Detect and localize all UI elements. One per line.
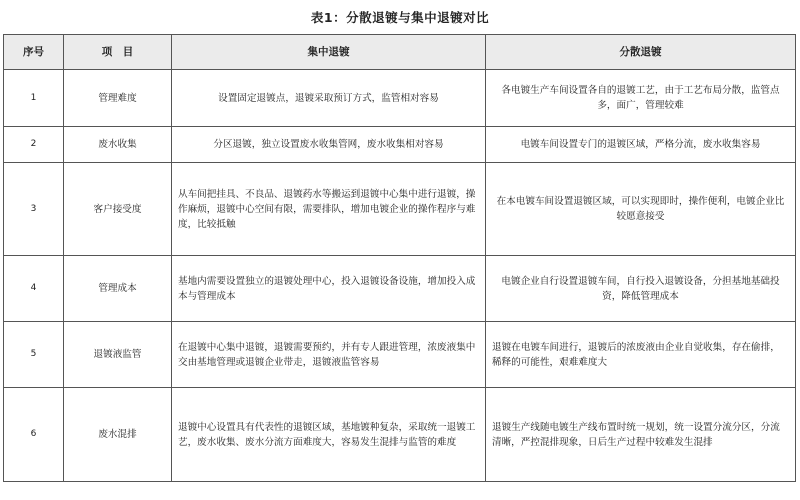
row-num: 1 [4,70,64,127]
row-num: 3 [4,163,64,256]
header-row [4,35,796,70]
row-central: 退镀中心设置具有代表性的退镀区域，基地镀种复杂，采取统一退镀工艺，废水收集、废水分流方面难度大，容易发生混排与监管的难度 [172,388,486,482]
row-distributed: 各电镀生产车间设置各自的退镀工艺，由于工艺布局分散，监管点多，面广，管理较难 [486,70,796,127]
row-central: 从车间把挂具、不良品、退镀药水等搬运到退镀中心集中进行退镀，操作麻烦，退镀中心空间有限，需要排队，增加电镀企业的操作程序与难度，比较抵触 [172,163,486,256]
header-central: 集中退镀 [172,35,486,70]
row-item: 管理成本 [64,256,172,322]
row-distributed: 退镀在电镀车间进行，退镀后的浓废液由企业自觉收集，存在偷排，稀释的可能性，艰难难度大 [486,322,796,388]
row-item: 客户接受度 [64,163,172,256]
row-central: 在退镀中心集中退镀，退镀需要预约，并有专人跟进管理，浓废液集中交由基地管理或退镀企业带走，退镀液监管容易 [172,322,486,388]
row-item: 废水收集 [64,127,172,163]
header-distributed: 分散退镀 [486,35,796,70]
row-num: 6 [4,388,64,482]
row-item: 退镀液监管 [64,322,172,388]
table-row [4,127,796,163]
row-distributed: 电镀车间设置专门的退镀区域，严格分流，废水收集容易 [486,127,796,163]
row-distributed: 电镀企业自行设置退镀车间，自行投入退镀设备，分担基地基础投资，降低管理成本 [486,256,796,322]
row-central: 分区退镀，独立设置废水收集管网，废水收集相对容易 [172,127,486,163]
header-num: 序号 [4,35,64,70]
table-row [4,322,796,388]
row-item: 管理难度 [64,70,172,127]
header-item: 项 目 [64,35,172,70]
row-item: 废水混排 [64,388,172,482]
row-num: 5 [4,322,64,388]
table-row [4,70,796,127]
row-distributed: 在本电镀车间设置退镀区域，可以实现即时，操作便利，电镀企业比较愿意接受 [486,163,796,256]
table-row [4,163,796,256]
table-title: 表1：分散退镀与集中退镀对比 [310,10,490,25]
comparison-table [3,34,796,482]
table-row [4,256,796,322]
table-row [4,388,796,482]
row-central: 设置固定退镀点，退镀采取预订方式，监管相对容易 [172,70,486,127]
row-num: 2 [4,127,64,163]
row-central: 基地内需要设置独立的退镀处理中心，投入退镀设备设施，增加投入成本与管理成本 [172,256,486,322]
row-distributed: 退镀生产线随电镀生产线布置时统一规划，统一设置分流分区，分流清晰，严控混排现象，日后生产过程中较难发生混排 [486,388,796,482]
row-num: 4 [4,256,64,322]
